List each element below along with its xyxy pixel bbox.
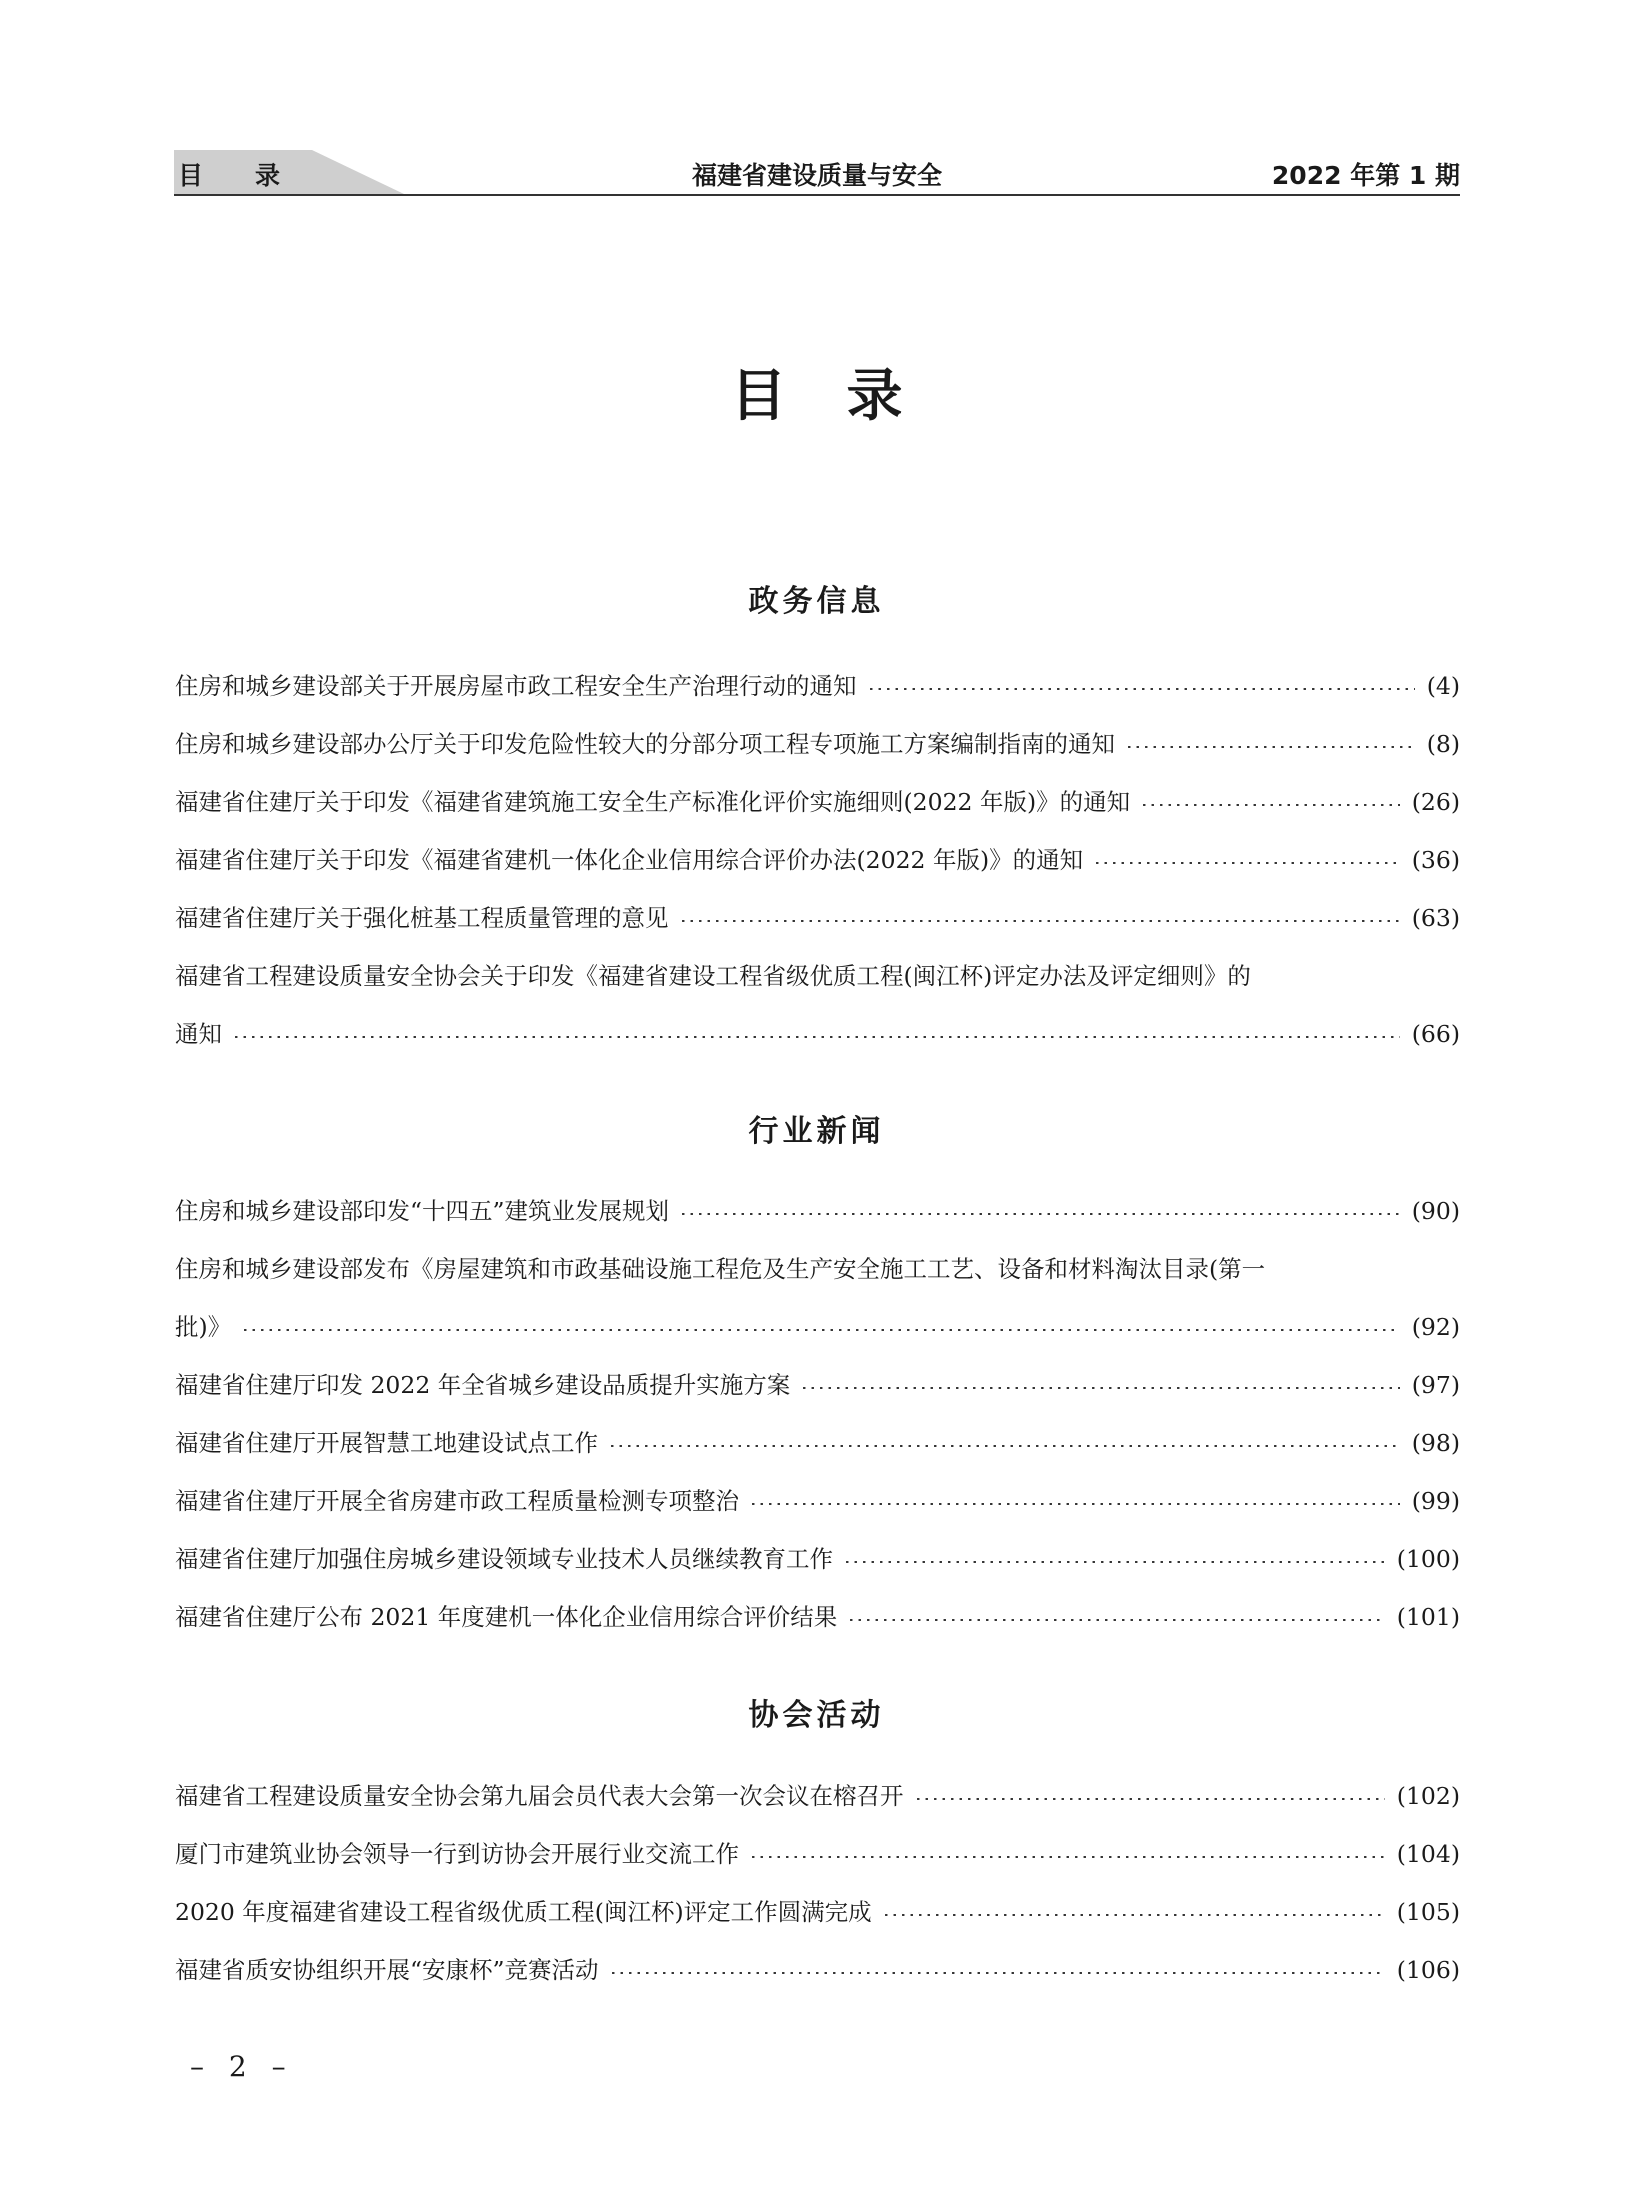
toc-entry-line2[interactable] — [175, 1014, 1460, 1054]
toc-entry-title: 福建省工程建设质量安全协会关于印发《福建省建设工程省级优质工程(闽江杯)评定办法及评定细则》的 — [175, 962, 1251, 990]
toc-dot-leader — [1125, 746, 1415, 748]
section-heading-association-activities: 协会活动 — [748, 1698, 885, 1733]
toc-dot-leader — [679, 920, 1400, 922]
toc-entry[interactable] — [175, 1776, 1460, 1816]
toc-entry-title: 福建省住建厅关于印发《福建省建机一体化企业信用综合评价办法(2022 年版)》的通知 — [175, 846, 1084, 874]
toc-entry-page: (104) — [1396, 1840, 1460, 1868]
toc-entry-line1[interactable] — [175, 956, 1460, 996]
toc-entry[interactable] — [175, 666, 1460, 706]
toc-entry-title: 2020 年度福建省建设工程省级优质工程(闽江杯)评定工作圆满完成 — [175, 1898, 872, 1926]
toc-entry[interactable] — [175, 898, 1460, 938]
toc-dot-leader — [749, 1856, 1385, 1858]
toc-entry[interactable] — [175, 1834, 1460, 1874]
toc-entry-title: 福建省工程建设质量安全协会第九届会员代表大会第一次会议在榕召开 — [175, 1782, 904, 1810]
toc-entry-page: (100) — [1396, 1545, 1460, 1573]
toc-entry[interactable] — [175, 1597, 1460, 1637]
toc-dot-leader — [1093, 862, 1400, 864]
toc-entry-page: (99) — [1411, 1487, 1460, 1515]
toc-entry-title: 福建省住建厅公布 2021 年度建机一体化企业信用综合评价结果 — [175, 1603, 838, 1631]
toc-entry-title: 住房和城乡建设部办公厅关于印发危险性较大的分部分项工程专项施工方案编制指南的通知 — [175, 730, 1115, 758]
toc-entry-page: (101) — [1396, 1603, 1460, 1631]
toc-entry-title: 福建省质安协组织开展“安康杯”竞赛活动 — [175, 1956, 599, 1984]
toc-entry[interactable] — [175, 1481, 1460, 1521]
toc-dot-leader — [847, 1619, 1385, 1621]
toc-entry[interactable] — [175, 1191, 1460, 1231]
toc-entry-title: 福建省住建厅关于强化桩基工程质量管理的意见 — [175, 904, 669, 932]
toc-entry-title: 住房和城乡建设部印发“十四五”建筑业发展规划 — [175, 1197, 670, 1225]
toc-dot-leader — [608, 1445, 1400, 1447]
toc-dot-leader — [749, 1503, 1400, 1505]
toc-entry[interactable] — [175, 1950, 1460, 1990]
toc-entry[interactable] — [175, 724, 1460, 764]
toc-entry-page: (106) — [1396, 1956, 1460, 1984]
page-title: 目录 — [730, 363, 963, 429]
toc-entry-page: (92) — [1411, 1313, 1460, 1341]
toc-entry-page: (90) — [1411, 1197, 1460, 1225]
toc-entry-line1[interactable] — [175, 1249, 1460, 1289]
toc-entry-title: 住房和城乡建设部发布《房屋建筑和市政基础设施工程危及生产安全施工工艺、设备和材料淘汰目录(第一 — [175, 1255, 1266, 1283]
toc-entry[interactable] — [175, 1539, 1460, 1579]
toc-dot-leader — [800, 1387, 1400, 1389]
toc-entry-page: (98) — [1411, 1429, 1460, 1457]
toc-dot-leader — [882, 1914, 1385, 1916]
toc-dot-leader — [843, 1561, 1385, 1563]
toc-entry[interactable] — [175, 1365, 1460, 1405]
toc-entry-title: 福建省住建厅开展全省房建市政工程质量检测专项整治 — [175, 1487, 739, 1515]
toc-entry-title: 福建省住建厅加强住房城乡建设领域专业技术人员继续教育工作 — [175, 1545, 833, 1573]
toc-entry-title: 住房和城乡建设部关于开展房屋市政工程安全生产治理行动的通知 — [175, 672, 857, 700]
toc-entry[interactable] — [175, 840, 1460, 880]
toc-dot-leader — [867, 688, 1415, 690]
toc-entry-line2[interactable] — [175, 1307, 1460, 1347]
toc-entry[interactable] — [175, 1423, 1460, 1463]
toc-entry-page: (105) — [1396, 1898, 1460, 1926]
toc-entry[interactable] — [175, 1892, 1460, 1932]
section-heading-government-info: 政务信息 — [748, 584, 885, 619]
running-header — [174, 150, 1460, 196]
header-section-label: 目录 — [178, 161, 333, 190]
toc-entry-title: 福建省住建厅开展智慧工地建设试点工作 — [175, 1429, 598, 1457]
toc-dot-leader — [1140, 804, 1400, 806]
toc-dot-leader — [679, 1213, 1400, 1215]
toc-dot-leader — [914, 1798, 1385, 1800]
toc-entry-page: (97) — [1411, 1371, 1460, 1399]
toc-entry-title-continued: 通知 — [175, 1020, 222, 1048]
header-journal-title: 福建省建设质量与安全 — [691, 161, 942, 190]
toc-dot-leader — [232, 1036, 1400, 1038]
toc-entry-title: 福建省住建厅关于印发《福建省建筑施工安全生产标准化评价实施细则(2022 年版)》的通知 — [175, 788, 1131, 816]
toc-dot-leader — [609, 1972, 1385, 1974]
toc-entry-page: (36) — [1411, 846, 1460, 874]
page-number: – 2 – — [190, 2050, 294, 2083]
section-heading-industry-news: 行业新闻 — [748, 1114, 885, 1149]
toc-dot-leader — [241, 1329, 1400, 1331]
toc-entry-page: (63) — [1411, 904, 1460, 932]
toc-entry-page: (8) — [1426, 730, 1460, 758]
toc-entry-title: 厦门市建筑业协会领导一行到访协会开展行业交流工作 — [175, 1840, 739, 1868]
toc-entry[interactable] — [175, 782, 1460, 822]
toc-entry-title: 福建省住建厅印发 2022 年全省城乡建设品质提升实施方案 — [175, 1371, 791, 1399]
header-issue-number: 2022 年第 1 期 — [1271, 161, 1460, 190]
toc-entry-page: (66) — [1411, 1020, 1460, 1048]
toc-entry-title-continued: 批)》 — [175, 1313, 232, 1341]
toc-entry-page: (102) — [1396, 1782, 1460, 1810]
toc-entry-page: (4) — [1426, 672, 1460, 700]
toc-entry-page: (26) — [1411, 788, 1460, 816]
